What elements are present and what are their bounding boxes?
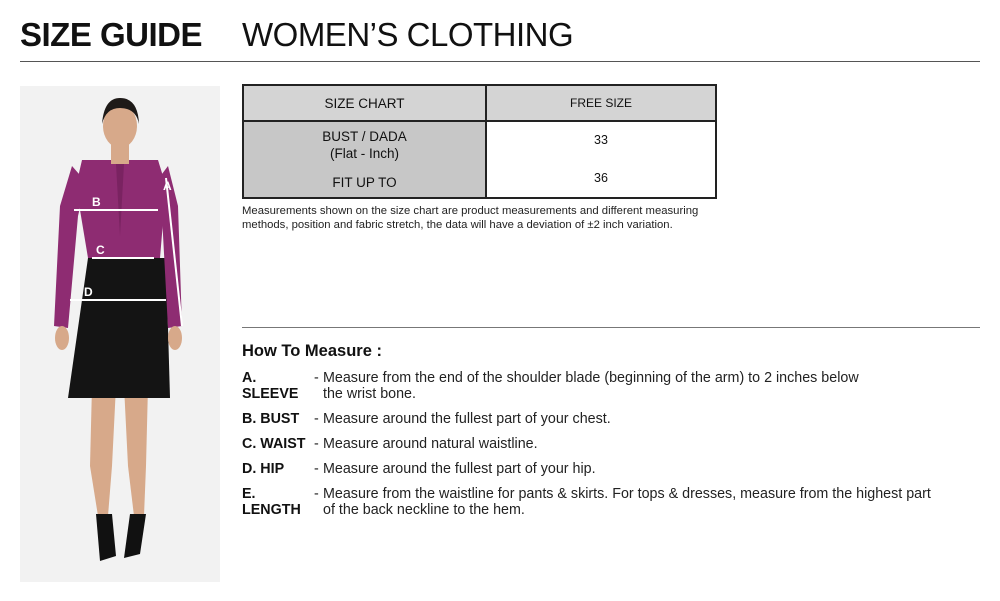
left-leg	[90, 386, 116, 516]
measure-item-sleeve: A. SLEEVE - Measure from the end of the shoulder blade (beginning of the arm) to 2 inches below the wrist bone.	[242, 370, 982, 402]
label-c: C	[96, 243, 105, 257]
size-chart-values-cell	[486, 121, 716, 198]
fit-value: 36	[594, 170, 608, 185]
measure-text	[323, 370, 982, 402]
right-shoe	[124, 514, 146, 558]
fit-label: FIT UP TO	[332, 175, 397, 190]
label-a: A	[163, 179, 172, 193]
skirt	[68, 258, 170, 398]
measure-text: Measure around the fullest part of your chest.	[323, 411, 611, 427]
header-divider	[20, 61, 980, 62]
bust-label: BUST / DADA	[322, 129, 407, 144]
how-to-measure-list	[242, 370, 982, 527]
page-subtitle: WOMEN’S CLOTHING	[242, 16, 574, 53]
measure-key: C. WAIST	[242, 436, 306, 452]
size-chart-table	[242, 84, 717, 199]
measure-item-hip: D. HIP - Measure around the fullest part of your hip.	[242, 461, 982, 477]
measure-text: Measure around natural waistline.	[323, 436, 538, 452]
measure-item-length: E. LENGTH - Measure from the waistline for pants & skirts. For tops & dresses, measure from the highest part of the back neckline to the hem.	[242, 486, 982, 518]
bust-unit-label: (Flat - Inch)	[329, 146, 399, 161]
page-title: SIZE GUIDE	[20, 16, 203, 53]
label-b: B	[92, 195, 101, 209]
right-hand	[168, 326, 182, 350]
size-chart-header-value: FREE SIZE	[486, 85, 716, 121]
measure-text-line: the wrist bone.	[323, 386, 416, 402]
right-leg	[124, 386, 148, 516]
note-line-1: Measurements shown on the size chart are product measurements and different measuring	[242, 205, 699, 217]
bust-value: 33	[594, 133, 608, 148]
model-photo	[20, 86, 220, 582]
left-shoe	[96, 514, 116, 561]
measure-key: A. SLEEVE	[242, 370, 299, 402]
how-to-measure-title: How To Measure :	[242, 342, 382, 360]
measure-text: Measure around the fullest part of your hip.	[323, 461, 596, 477]
left-hand	[55, 326, 69, 350]
measure-text-line: Measure from the end of the shoulder blade (beginning of the arm) to 2 inches below	[323, 370, 859, 386]
measure-key: E. LENGTH	[242, 486, 301, 518]
measure-item-waist: C. WAIST - Measure around natural waistline.	[242, 436, 982, 452]
note-line-2: methods, position and fabric stretch, the data will have a deviation of ±2 inch variation.	[242, 219, 673, 231]
size-chart-header-label: SIZE CHART	[243, 85, 486, 121]
measurement-note	[242, 204, 752, 232]
measure-key: B. BUST	[242, 411, 300, 427]
model-illustration	[20, 86, 220, 582]
size-chart-header-row	[243, 85, 716, 121]
measure-text-line: of the back neckline to the hem.	[323, 502, 525, 518]
measure-item-bust: B. BUST - Measure around the fullest part of your chest.	[242, 411, 982, 427]
measure-key: D. HIP	[242, 461, 285, 477]
size-chart-body-row	[243, 121, 716, 198]
measure-text-line: Measure from the waistline for pants & skirts. For tops & dresses, measure from the highest part	[323, 486, 931, 502]
label-d: D	[84, 285, 93, 299]
section-divider	[242, 327, 980, 328]
size-chart-labels-cell	[243, 121, 486, 198]
measure-text	[323, 486, 982, 518]
